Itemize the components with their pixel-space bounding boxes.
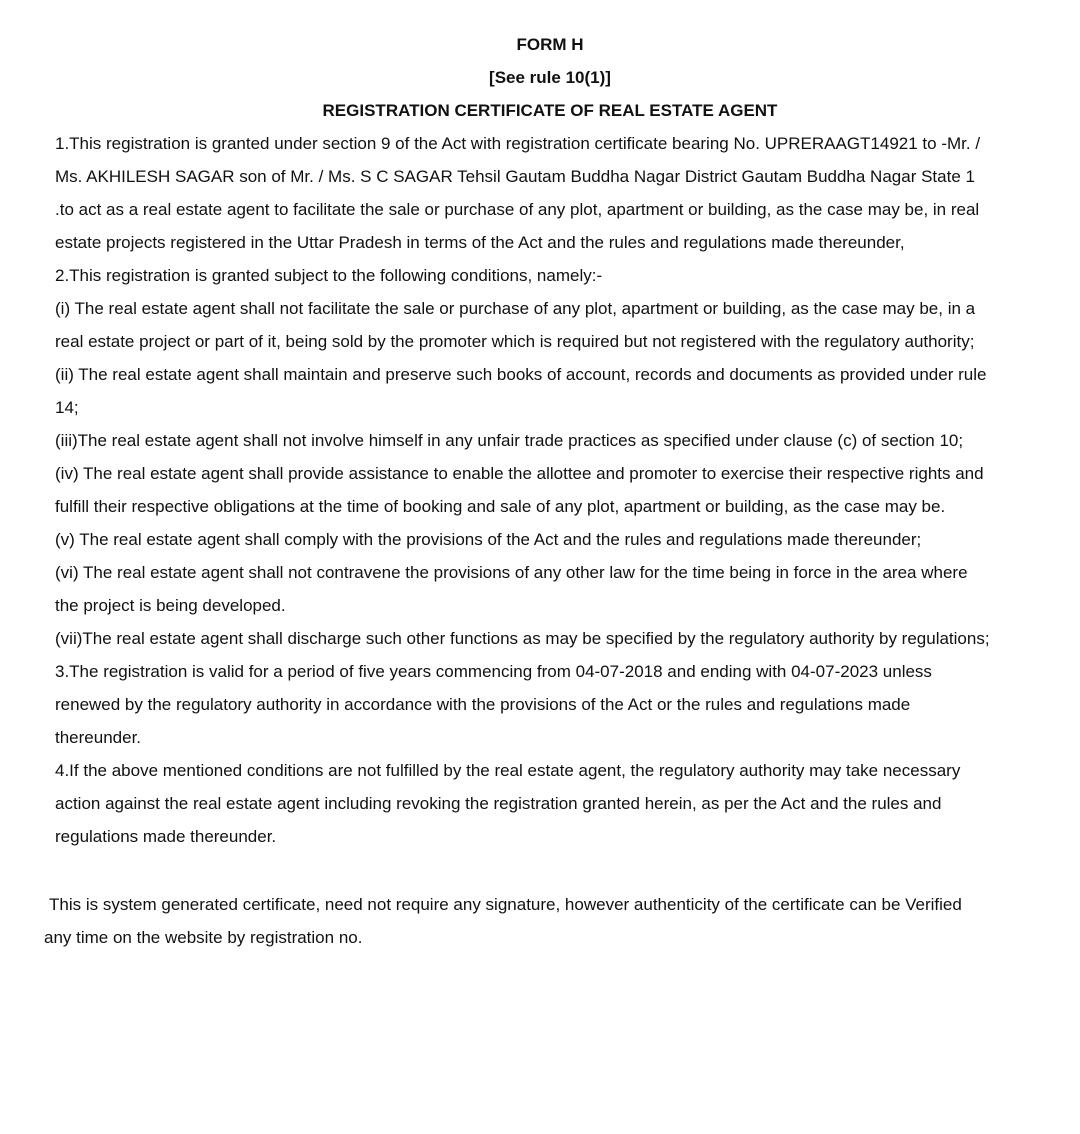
clause-line: (vii)The real estate agent shall discharge such other functions as may be specified by the regulatory authority by regulations; [55,629,990,648]
clause-line: regulations made thereunder. [55,827,277,846]
clause-line: .to act as a real estate agent to facilitate the sale or purchase of any plot, apartment or building, as the case may be, in real [55,200,980,219]
clause-line: (iii)The real estate agent shall not involve himself in any unfair trade practices as specified under clause (c) of section 10; [55,431,964,450]
clause-line: 2.This registration is granted subject to the following conditions, namely:- [55,266,603,285]
clause-line: 4.If the above mentioned conditions are not fulfilled by the real estate agent, the regulatory authority may take necessary [55,761,961,780]
clause-line: thereunder. [55,728,142,747]
certificate-title: REGISTRATION CERTIFICATE OF REAL ESTATE AGENT [322,101,778,120]
clause-paragraph [55,622,990,655]
clause-paragraph [55,556,990,622]
clause-line: (ii) The real estate agent shall maintain and preserve such books of account, records and documents as provided under rule [55,365,987,384]
clause-line: 14; [55,398,79,417]
clause-line: 3.The registration is valid for a period of five years commencing from 04-07-2018 and ending with 04-07-2023 unless [55,662,932,681]
clause-paragraph [55,259,990,292]
clause-line: the project is being developed. [55,596,286,615]
clause-line: 1.This registration is granted under section 9 of the Act with registration certificate bearing No. UPRERAAGT14921 to -Mr. / [55,134,981,153]
clause-line: fulfill their respective obligations at the time of booking and sale of any plot, apartment or building, as the case may be. [55,497,946,516]
clause-line: (vi) The real estate agent shall not contravene the provisions of any other law for the time being in force in the area where [55,563,968,582]
clause-paragraph [55,358,990,424]
clause-paragraph [55,754,990,853]
clause-line: (iv) The real estate agent shall provide assistance to enable the allottee and promoter to exercise their respective rights and [55,464,984,483]
clause-line: real estate project or part of it, being sold by the promoter which is required but not registered with the regulatory authority; [55,332,975,351]
footer-line: any time on the website by registration no. [44,928,363,947]
clause-line: Ms. AKHILESH SAGAR son of Mr. / Ms. S C SAGAR Tehsil Gautam Buddha Nagar District Gautam Buddha Nagar State 1 [55,167,975,186]
clause-line: action against the real estate agent including revoking the registration granted herein, as per the Act and the rules and [55,794,942,813]
clause-paragraph [55,127,990,259]
certificate-body [55,127,990,853]
clause-paragraph [55,457,990,523]
clause-line: (i) The real estate agent shall not facilitate the sale or purchase of any plot, apartment or building, as the case may be, in a [55,299,976,318]
clause-paragraph [55,523,990,556]
clause-line: (v) The real estate agent shall comply with the provisions of the Act and the rules and regulations made thereunder; [55,530,922,549]
rule-reference: [See rule 10(1)] [489,68,611,87]
clause-line: estate projects registered in the Uttar Pradesh in terms of the Act and the rules and regulations made thereunder, [55,233,905,252]
footer-line: This is system generated certificate, need not require any signature, however authenticity of the certificate can be Verified [49,895,962,914]
clause-paragraph [55,655,990,754]
clause-paragraph [55,424,990,457]
certificate-footer [44,888,962,954]
form-name: FORM H [516,35,584,54]
clause-line: renewed by the regulatory authority in accordance with the provisions of the Act or the rules and regulations made [55,695,911,714]
certificate-header [0,28,1080,127]
clause-paragraph [55,292,990,358]
